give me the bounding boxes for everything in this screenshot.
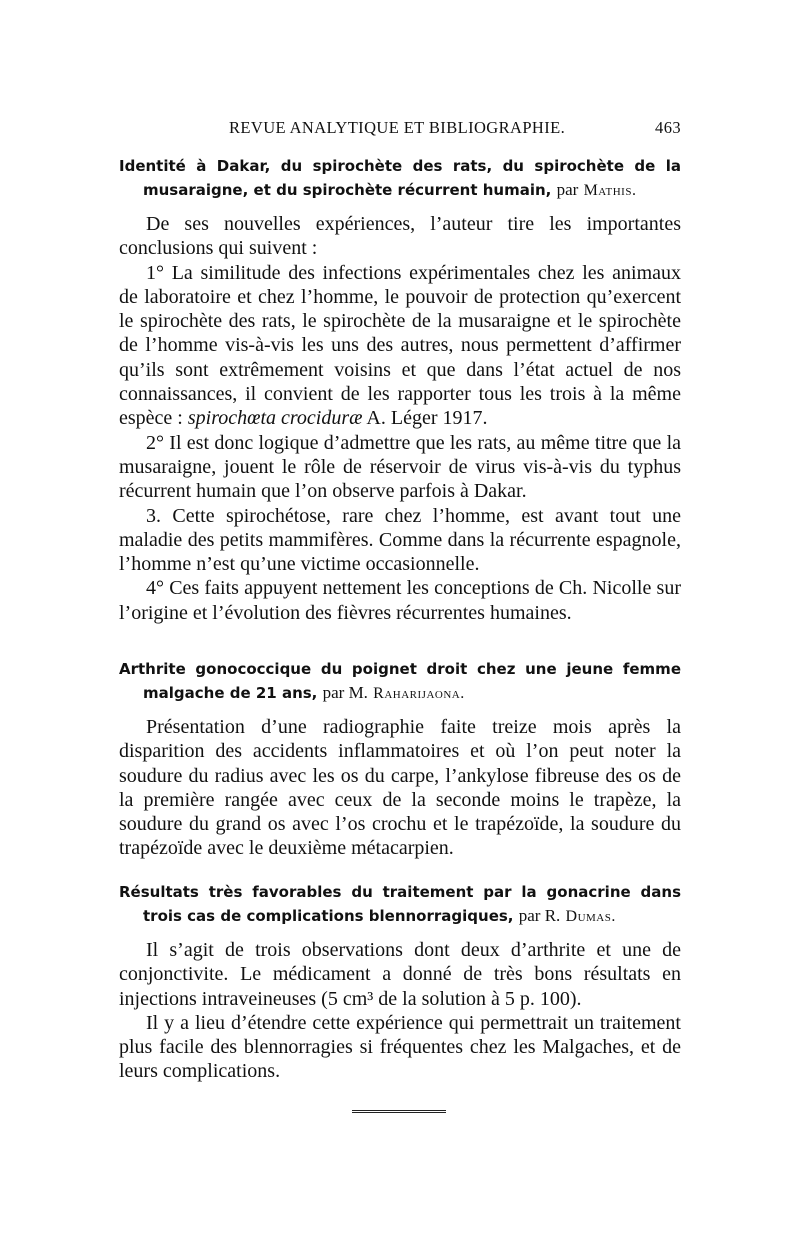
article-identite-dakar bbox=[119, 154, 681, 625]
article-author: Dumas. bbox=[565, 908, 616, 925]
article-author: Mathis. bbox=[583, 182, 637, 199]
running-title: REVUE ANALYTIQUE ET BIBLIOGRAPHIE. bbox=[229, 118, 566, 137]
paragraph: 3. Cette spirochétose, rare chez l’homme, est avant tout une maladie des petits mammifères. Comme dans la récurrente espagnole, l’homme n’est qu’une victime occasionnelle. bbox=[119, 504, 681, 576]
article-heading bbox=[119, 657, 681, 706]
paragraph-text: 1° La similitude des infections expérimentales chez les animaux de laboratoire et chez l’homme, le pouvoir de protection qu’exercent le spirochète des rats, le spirochète de la musaraigne et le spirochète de l’homme vis-à-vis les uns des autres, nous permettent d’affirmer qu’ils sont extrêmement voisins et que dans l’état actuel de nos connaissances, il convient de les rapporter tous les trois à la même espèce : bbox=[119, 261, 681, 430]
running-header bbox=[119, 118, 681, 144]
paragraph: Il y a lieu d’étendre cette expérience qui permettrait un traitement plus facile des blennorragies si fréquentes chez les Malgaches, et de leurs complications. bbox=[119, 1011, 681, 1083]
paragraph: Il s’agit de trois observations dont deux d’arthrite et une de conjonctivite. Le médicament a donné de très bons résultats en injections intraveineuses (5 cm³ de la solution à 5 p. 100). bbox=[119, 939, 681, 1010]
paragraph: De ses nouvelles expériences, l’auteur tire les importantes conclusions qui suivent : bbox=[119, 213, 681, 260]
byline-par: par R. bbox=[518, 906, 561, 925]
article-title: Arthrite gonococcique du poignet droit chez une jeune femme malgache de 21 ans, bbox=[119, 660, 681, 702]
article-gonacrine bbox=[119, 880, 681, 1084]
article-arthrite-gonococcique bbox=[119, 657, 681, 861]
byline-par: par bbox=[556, 180, 579, 199]
article-heading bbox=[119, 154, 681, 203]
species-name: spirochœta crociduræ bbox=[187, 407, 363, 430]
byline-par: par M. bbox=[322, 683, 368, 702]
paragraph bbox=[119, 261, 681, 431]
paragraph: 4° Ces faits appuyent nettement les conceptions de Ch. Nicolle sur l’origine et l’évolution des fièvres récurrentes humaines. bbox=[119, 577, 681, 624]
article-author: Raharijaona. bbox=[373, 685, 465, 702]
article-heading bbox=[119, 880, 681, 929]
species-authority: A. Léger 1917. bbox=[366, 407, 488, 430]
end-rule-divider bbox=[352, 1110, 446, 1113]
paragraph: Présentation d’une radiographie faite treize mois après la disparition des accidents inflammatoires et où l’on peut noter la soudure du radius avec les os du carpe, l’ankylose fibreuse des os de la première rangée avec ceux de la seconde moins le trapèze, la soudure du grand os avec l’os crochu et le trapézoïde, la soudure du trapézoïde avec le deuxième métacarpien. bbox=[119, 716, 681, 860]
page-number: 463 bbox=[655, 118, 681, 137]
article-title: Résultats très favorables du traitement par la gonacrine dans trois cas de complications blennorragiques, bbox=[119, 883, 681, 925]
article-title: Identité à Dakar, du spirochète des rats, du spirochète de la musaraigne, et du spirochète récurrent humain, bbox=[119, 157, 681, 199]
paragraph: 2° Il est donc logique d’admettre que les rats, au même titre que la musaraigne, jouent le rôle de réservoir de virus vis-à-vis du typhus récurrent humain que l’on observe parfois à Dakar. bbox=[119, 431, 681, 503]
